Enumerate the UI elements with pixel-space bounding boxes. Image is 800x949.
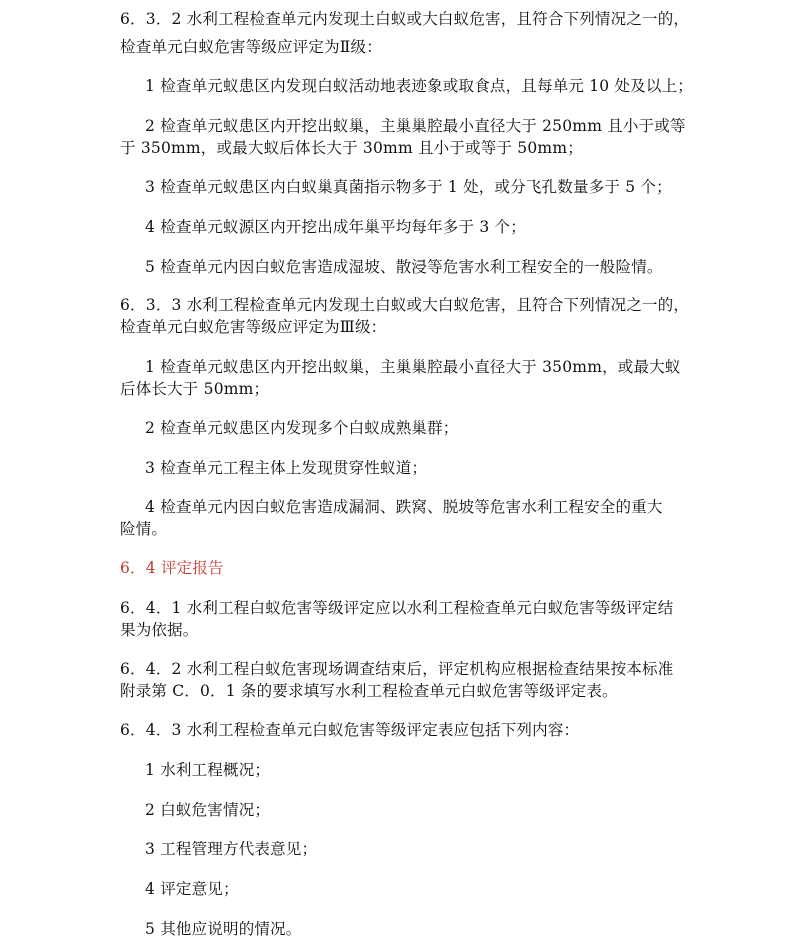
clause-6-4-3-item-3: 3 工程管理方代表意见； [145, 840, 318, 858]
clause-6-3-2-item-3: 3 检查单元蚁患区内白蚁巢真菌指示物多于 1 处，或分飞孔数量多于 5 个； [145, 178, 672, 196]
clause-6-4-2-line-2: 附录第 C．0．1 条的要求填写水利工程检查单元白蚁危害等级评定表。 [120, 682, 618, 700]
clause-6-3-2-item-5: 5 检查单元内因白蚁危害造成湿坡、散浸等危害水利工程安全的一般险情。 [145, 258, 663, 276]
clause-6-3-2-item-2-line-1: 2 检查单元蚁患区内开挖出蚁巢，主巢巢腔最小直径大于 250mm 且小于或等 [145, 117, 686, 135]
clause-6-3-2-item-4: 4 检查单元蚁源区内开挖出成年巢平均每年多于 3 个； [145, 218, 526, 236]
clause-6-4-3-item-2: 2 白蚁危害情况； [145, 801, 271, 819]
clause-6-4-1-line-1: 6．4．1 水利工程白蚁危害等级评定应以水利工程检查单元白蚁危害等级评定结 [120, 599, 674, 617]
clause-6-3-3-item-2: 2 检查单元蚁患区内发现多个白蚁成熟巢群； [145, 419, 459, 437]
clause-6-3-3-item-3: 3 检查单元工程主体上发现贯穿性蚁道； [145, 459, 428, 477]
clause-6-3-2-item-2-line-2: 于 350mm，或最大蚁后体长大于 30mm 且小于或等于 50mm； [120, 139, 583, 157]
clause-6-4-3-item-1: 1 水利工程概况； [145, 761, 271, 779]
clause-6-3-3-line-1: 6．3．3 水利工程检查单元内发现土白蚁或大白蚁危害，且符合下列情况之一的， [120, 296, 690, 314]
clause-6-3-3-item-4-line-1: 4 检查单元内因白蚁危害造成漏洞、跌窝、脱坡等危害水利工程安全的重大 [145, 498, 663, 516]
clause-6-3-3-item-4-line-2: 险情。 [120, 520, 168, 538]
clause-6-4-3-line-1: 6．4．3 水利工程检查单元白蚁危害等级评定表应包括下列内容： [120, 721, 580, 739]
clause-6-3-3-item-1-line-1: 1 检查单元蚁患区内开挖出蚁巢，主巢巢腔最小直径大于 350mm，或最大蚁 [145, 358, 681, 376]
clause-6-4-3-item-4: 4 评定意见； [145, 880, 239, 898]
clause-6-3-2-line-2: 检查单元白蚁危害等级应评定为Ⅱ级： [120, 38, 382, 56]
clause-6-3-3-line-2: 检查单元白蚁危害等级应评定为Ⅲ级： [120, 318, 387, 336]
clause-6-4-3-item-5: 5 其他应说明的情况。 [145, 920, 302, 938]
clause-6-3-2-item-1: 1 检查单元蚁患区内发现白蚁活动地表迹象或取食点，且每单元 10 处及以上； [145, 77, 693, 95]
clause-6-4-2-line-1: 6．4．2 水利工程白蚁危害现场调查结束后，评定机构应根据检查结果按本标准 [120, 660, 674, 678]
section-heading-6-4: 6．4 评定报告 [120, 559, 224, 577]
clause-6-3-2-line-1: 6．3．2 水利工程检查单元内发现土白蚁或大白蚁危害，且符合下列情况之一的， [120, 10, 690, 28]
clause-6-3-3-item-1-line-2: 后体长大于 50mm； [120, 380, 270, 398]
clause-6-4-1-line-2: 果为依据。 [120, 621, 199, 639]
